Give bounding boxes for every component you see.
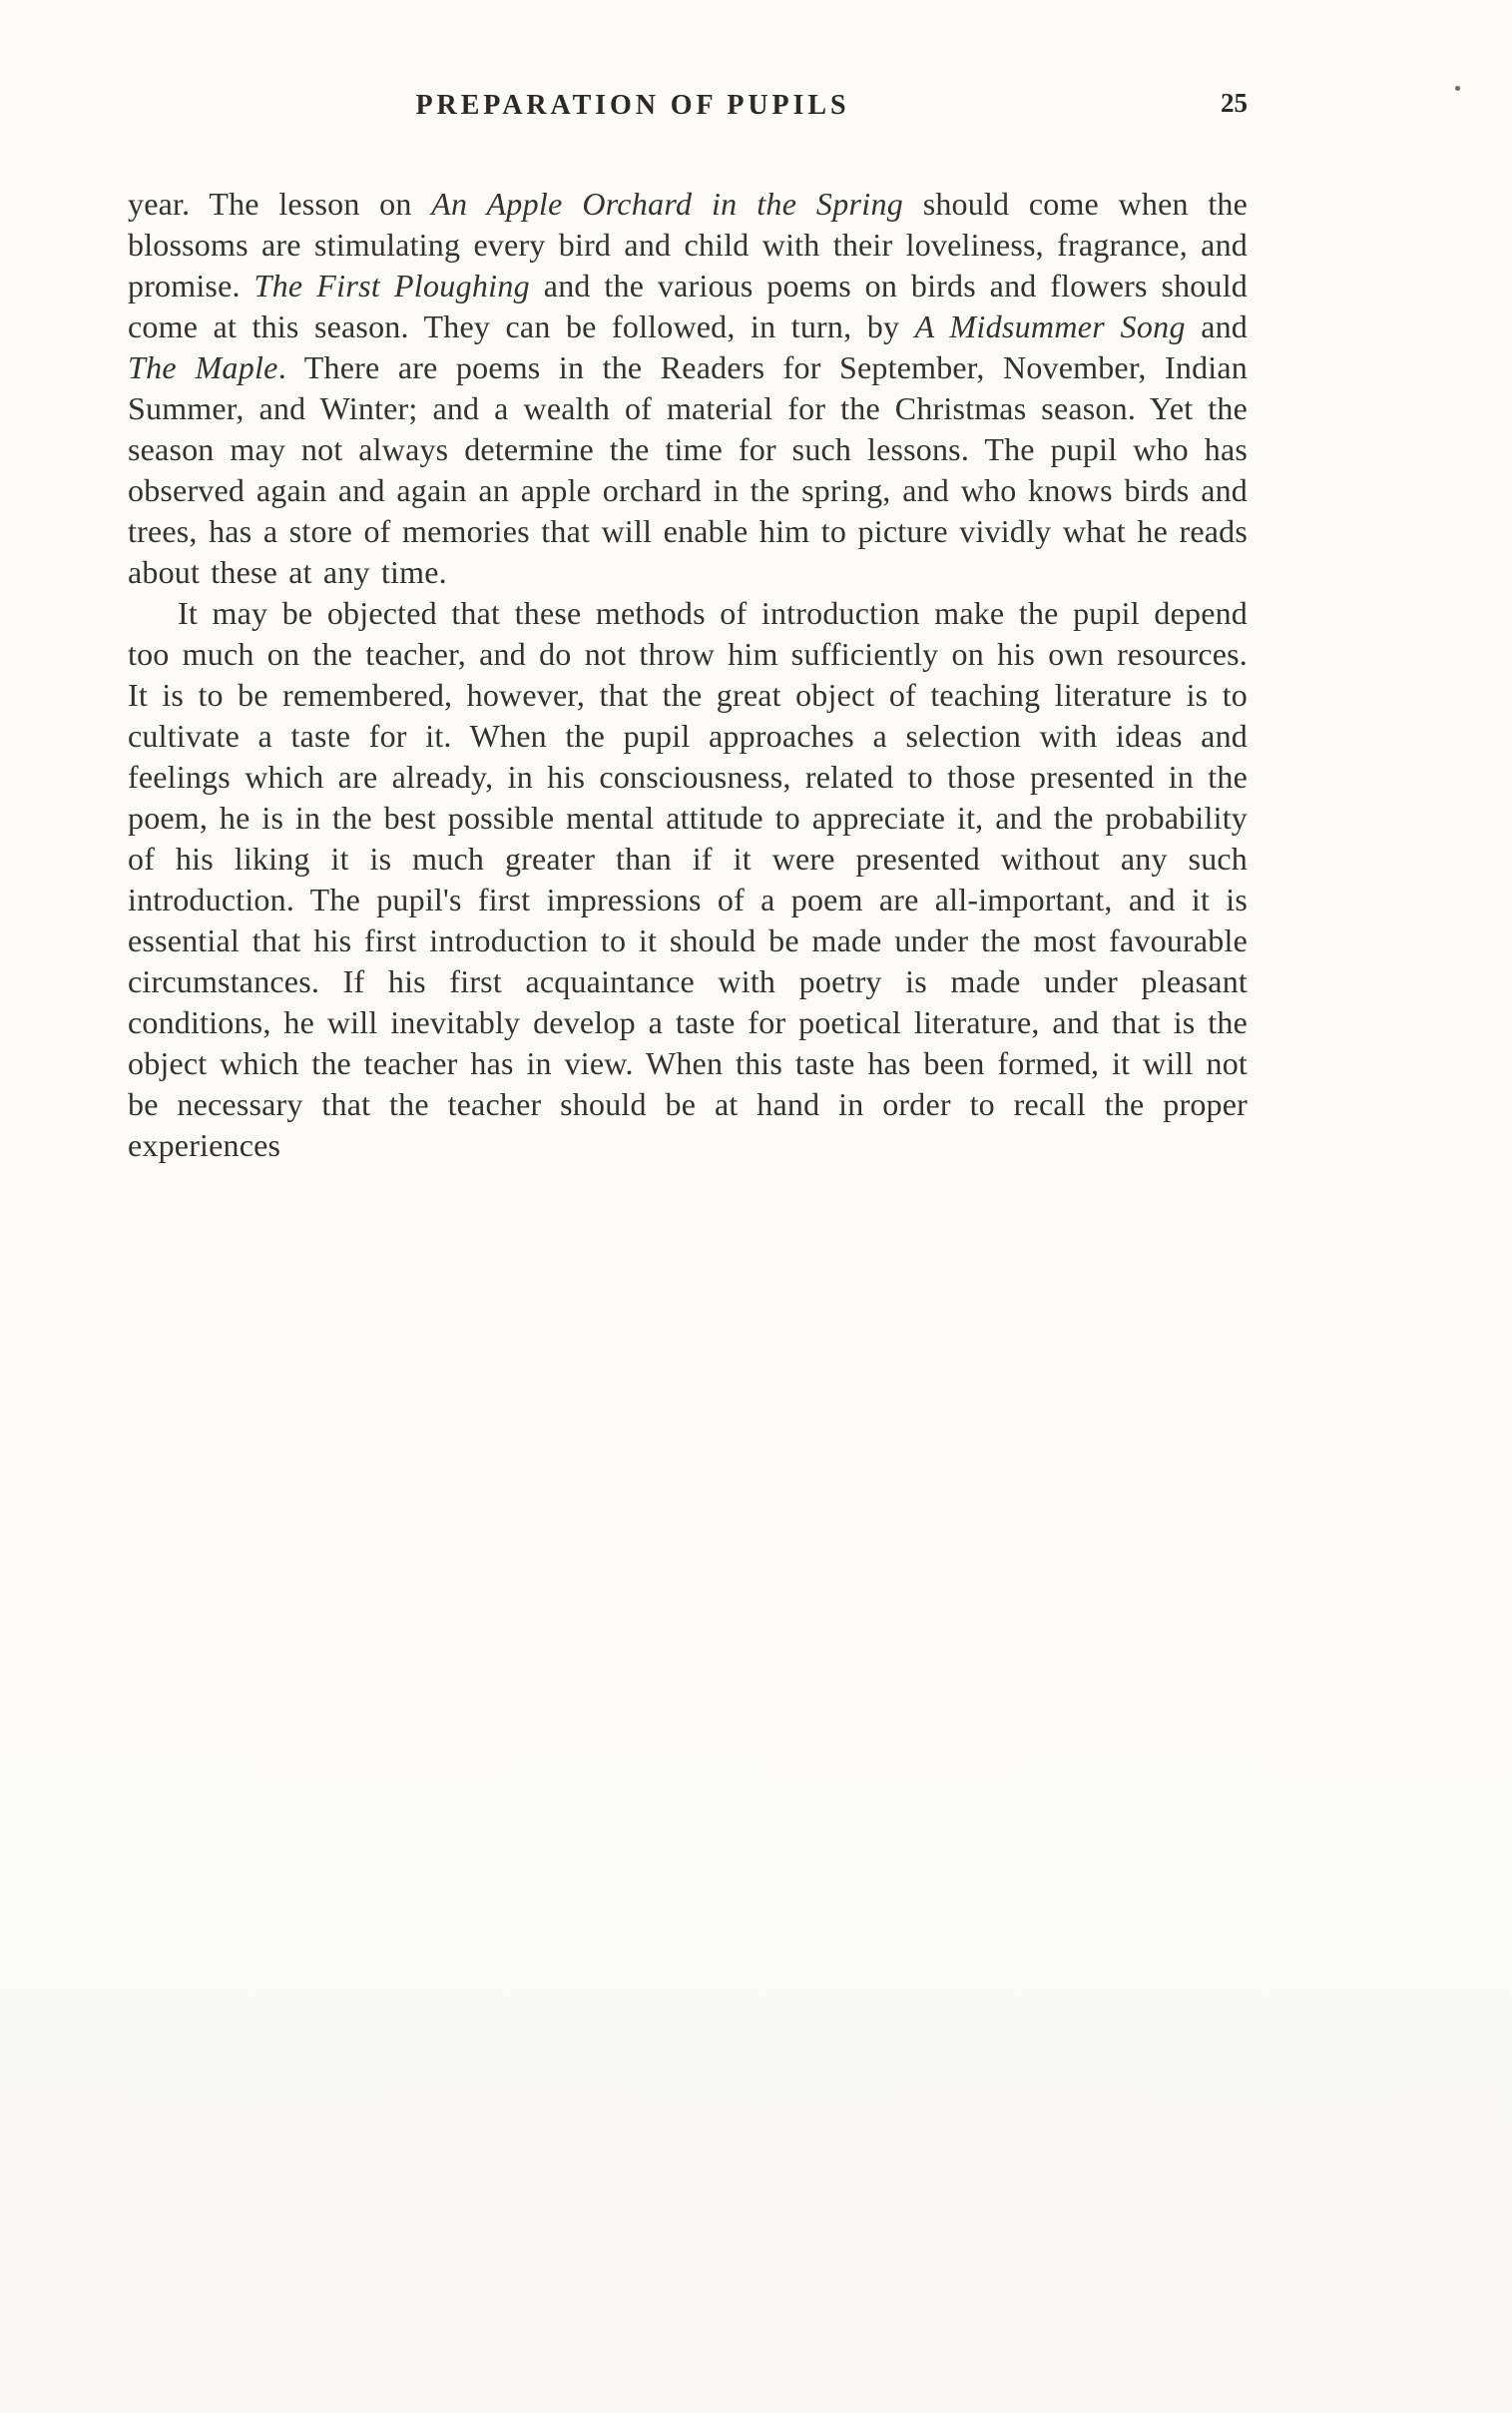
page-title: PREPARATION OF PUPILS (415, 90, 850, 121)
italic-text-segment: The First Ploughing (253, 268, 530, 303)
paragraph (128, 184, 1248, 593)
text-block (128, 90, 1248, 1166)
page-header (128, 90, 1248, 134)
scan-artifact-dot (1455, 86, 1460, 91)
text-segment: year. The lesson on (128, 186, 432, 222)
paragraph-container (128, 184, 1248, 1166)
italic-text-segment: The Maple (128, 349, 278, 385)
text-segment: and (1185, 308, 1248, 344)
text-segment: should come when the blossoms are stimulating every bird and child with their loveliness, fragrance, and promise. (128, 186, 1249, 303)
text-segment: and the various poems on birds and flowers should come at this season. They can be followed, in turn, by (128, 268, 1248, 344)
italic-text-segment: A Midsummer Song (914, 308, 1186, 344)
page-number: 25 (1221, 88, 1248, 118)
text-segment: . There are poems in the Readers for September, November, Indian Summer, and Winter; and a wealth of material for the Christmas season. Yet the season may not always determine the time for such lessons. The pupil who has observed again and again an apple orchard in the spring, and who knows birds and trees, has a store of memories that will enable him to picture vividly what he reads about these at any time. (128, 349, 1248, 590)
italic-text-segment: An Apple Orchard in the Spring (431, 186, 904, 222)
text-segment: It may be objected that these methods of introduction make the pupil depend too much on the teacher, and do not throw him sufficiently on his own resources. It is to be remembered, however, that the great object of teaching literature is to cultivate a taste for it. When the pupil approaches a selection with ideas and feelings which are already, in his consciousness, related to those presented in the poem, he is in the best possible mental attitude to appreciate it, and the probability of his liking it is much greater than if it were presented without any such introduction. The pupil's first impressions of a poem are all-important, and it is essential that his first introduction to it should be made under the most favourable circumstances. If his first acquaintance with poetry is made under pleasant conditions, he will inevitably develop a taste for poetical literature, and that is the object which the teacher has in view. When this taste has been formed, it will not be necessary that the teacher should be at hand in order to recall the proper experiences (128, 595, 1248, 1163)
paragraph (128, 593, 1248, 1166)
